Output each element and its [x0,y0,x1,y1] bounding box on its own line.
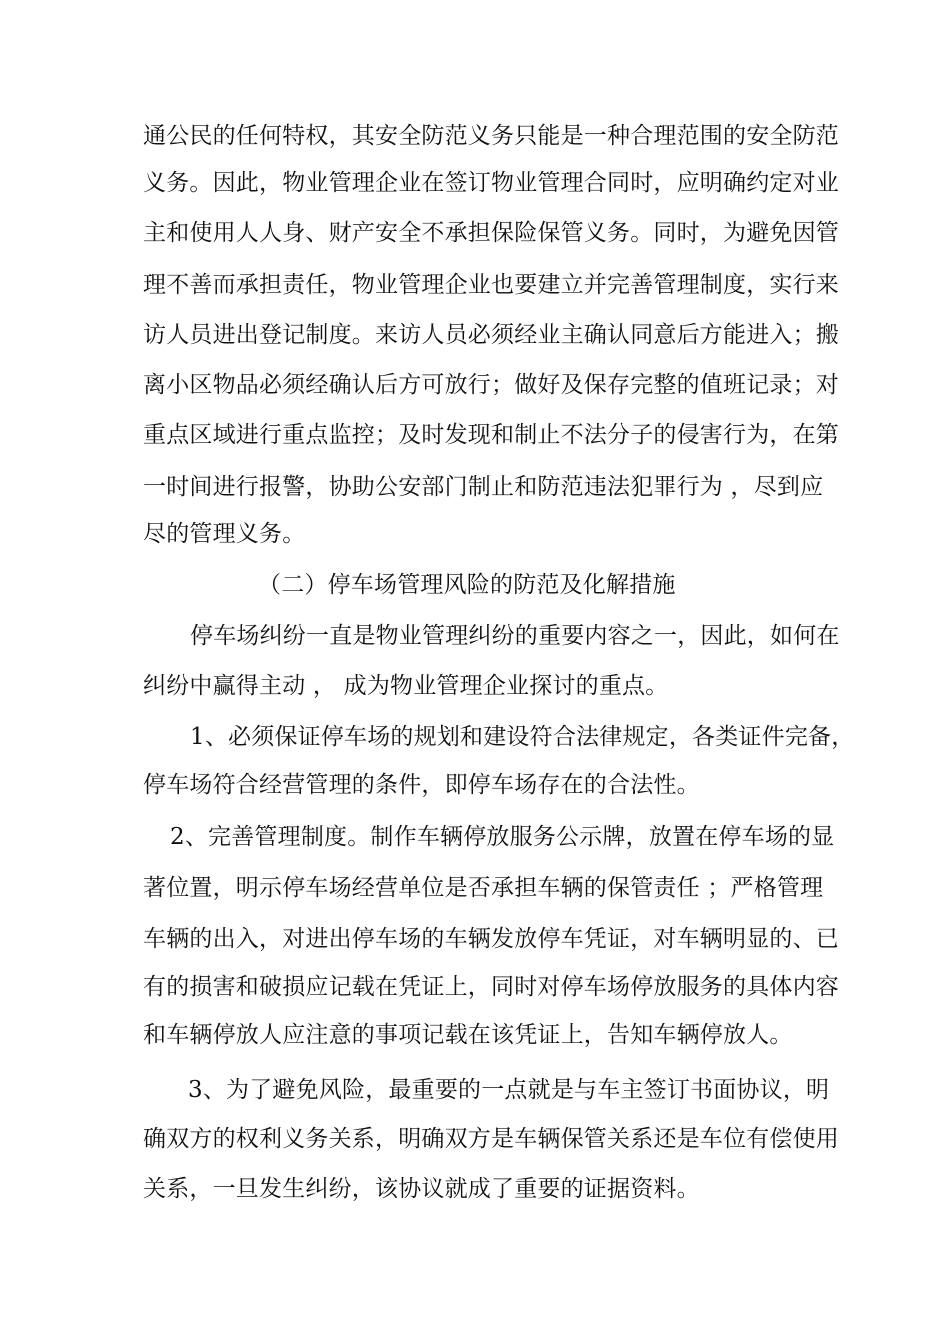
paragraph-1-line-4: 理不善而承担责任，物业管理企业也要建立并完善管理制度，实行来 [143,272,839,298]
item-1-line-1: 1、必须保证停车场的规划和建设符合法律规定，各类证件完备， [190,724,855,750]
paragraph-1-line-5: 访人员进出登记制度。来访人员必须经业主确认同意后方能进入；搬 [143,322,839,348]
section-heading: （二）停车场管理风险的防范及化解措施 [258,572,676,598]
item-2-line-2: 著位置，明示停车场经营单位是否承担车辆的保管责任 ；严格管理 [143,875,824,901]
item-3-line-1: 3、为了避免风险，最重要的一点就是与车主签订书面协议，明 [188,1077,830,1103]
item-3-line-2: 确双方的权利义务关系，明确双方是车辆保管关系还是车位有偿使用 [143,1126,839,1152]
item-2-line-4: 有的损害和破损应记载在凭证上，同时对停车场停放服务的具体内容 [143,974,839,1000]
paragraph-1-line-6: 离小区物品必须经确认后方可放行；做好及保存完整的值班记录；对 [143,372,839,398]
item-2-line-5: 和车辆停放人应注意的事项记载在该凭证上，告知车辆停放人。 [143,1022,793,1048]
paragraph-1-line-1: 通公民的任何特权，其安全防范义务只能是一种合理范围的安全防范 [143,123,839,149]
paragraph-1-line-9: 尽的管理义务。 [143,521,306,547]
paragraph-2-line-1: 停车场纠纷一直是物业管理纠纷的重要内容之一，因此，如何在 [190,623,840,649]
paragraph-1-line-7: 重点区域进行重点监控；及时发现和制止不法分子的侵害行为，在第 [143,422,839,448]
item-1-line-2: 停车场符合经营管理的条件，即停车场存在的合法性。 [143,772,700,798]
paragraph-1-line-3: 主和使用人人身、财产安全不承担保险保管义务。同时，为避免因管 [143,220,839,246]
paragraph-1-line-8: 一时间进行报警，协助公安部门制止和防范违法犯罪行为 ，尽到应 [143,474,824,500]
item-2-line-1: 2、完善管理制度。制作车辆停放服务公示牌，放置在停车场的显 [170,824,835,850]
item-2-line-3: 车辆的出入，对进出停车场的车辆发放停车凭证，对车辆明显的、已 [143,926,839,952]
paragraph-1-line-2: 义务。因此，物业管理企业在签订物业管理合同时，应明确约定对业 [143,170,839,196]
paragraph-2-line-2: 纠纷中赢得主动 ， 成为物业管理企业探讨的重点。 [143,673,669,699]
item-3-line-3: 关系，一旦发生纠纷，该协议就成了重要的证据资料。 [143,1176,700,1202]
